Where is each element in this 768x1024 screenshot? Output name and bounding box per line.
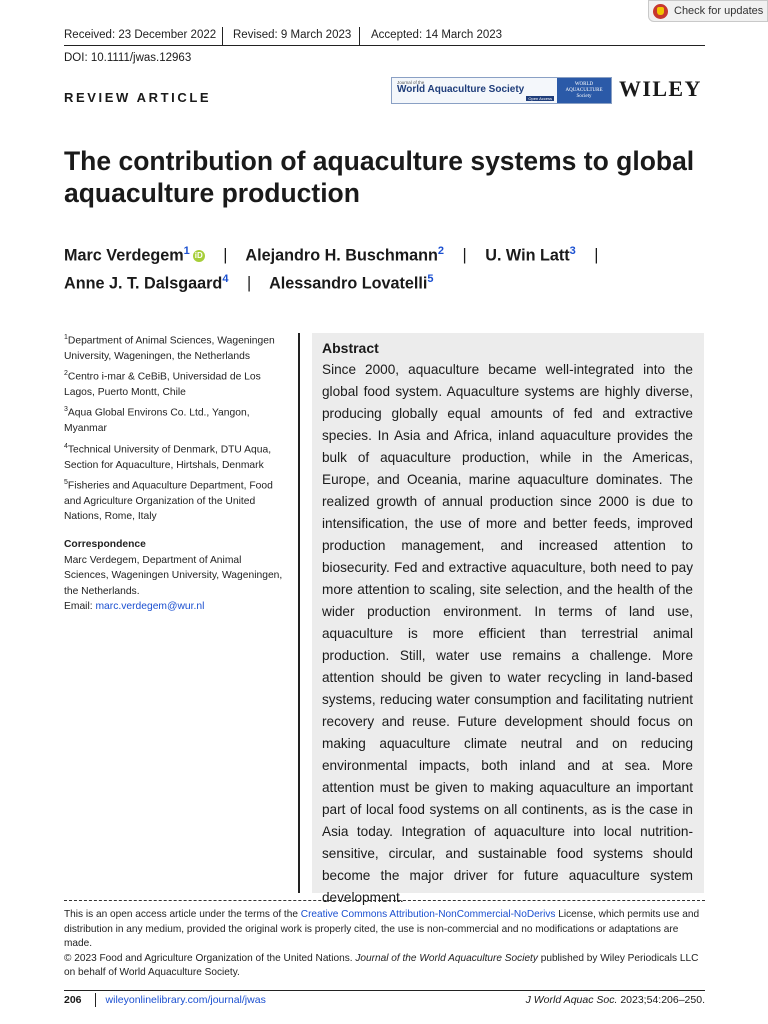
email-link[interactable]: marc.verdegem@wur.nl xyxy=(95,601,205,612)
accepted-date: Accepted: 14 March 2023 xyxy=(371,29,503,41)
abstract-text: Since 2000, aquaculture became well-integrated into the global food system. Aquaculture systems are highly diverse, producing globally equal amounts of fed and extractive species. In Asia and Africa, inland aquaculture provides the bulk of aquaculture production, while in the Americas, Europe, and Oceania, marine aquaculture dominates. The realized growth of annual production since 2000 is due to intensification, the use of more and better feeds, improved production management, and increased attention to biosecurity. Fed and extractive aquaculture, both need to pay more attention to scaling, site selection, and the health of the wider production environment. In terms of land use, aquaculture is more efficient than terrestrial animal production. Still, water use remains a challenge. More attention should be given to water recycling in land-based systems, reducing water consumption and facilitating nutrient recovery and reuse. Future development should focus on making aquaculture climate neutral and on reducing environmental impacts, both inland and at sea. More attention must be given to making aquaculture an important part of local food systems on all continents, as is the case in Asia today. Integration of aquaculture into local nutrition-sensitive, circular, and sustainable food systems should become the major driver for future aquaculture system development. xyxy=(322,362,693,905)
license-note: This is an open access article under the terms of the Creative Commons Attribution-NonCommercial-NoDerivs License, which permits use and distribution in any medium, provided the original work is properly cited, the use is non-commercial and no modifications or adaptations are made. © 2023 Food and Agriculture Organization of the United Nations. Journal of the World Aquaculture Society published by Wiley Periodicals LLC on behalf of World Aquaculture Society. xyxy=(64,908,705,981)
citation: J World Aquac Soc. 2023;54:206–250. xyxy=(525,994,705,1006)
article-type: REVIEW ARTICLE xyxy=(64,90,212,105)
orcid-icon[interactable]: iD xyxy=(194,251,203,261)
footer-rule xyxy=(64,990,705,991)
received-date: Received: 23 December 2022 xyxy=(64,29,217,41)
author-affiliation-marker[interactable]: 1 xyxy=(183,245,190,257)
affiliation-4: $^4$Technical University of Denmark, DTU Aqua, Section for Aquaculture, Hirtshals, Denmark xyxy=(64,443,272,471)
crossmark-icon xyxy=(653,4,668,19)
author-separator: | xyxy=(462,246,467,265)
author-affiliation-marker[interactable]: 2 xyxy=(437,245,445,257)
author-line-2 xyxy=(64,273,434,293)
history-divider xyxy=(222,27,223,45)
author-affiliation-marker[interactable]: 5 xyxy=(427,273,434,285)
abstract-heading: Abstract xyxy=(322,340,379,356)
email-label: Email: xyxy=(64,601,93,612)
page-footer xyxy=(64,993,705,1007)
abstract-rule xyxy=(298,333,300,893)
author-separator: | xyxy=(594,246,599,265)
correspondence xyxy=(64,537,286,615)
check-for-updates-button[interactable] xyxy=(648,0,768,22)
correspondence-heading: Correspondence xyxy=(64,539,146,550)
author-separator: | xyxy=(223,246,228,265)
author-name[interactable]: Alejandro H. Buschmann xyxy=(245,246,438,265)
page-number: 206 xyxy=(64,994,82,1006)
journal-name: World Aquaculture Society xyxy=(397,84,525,95)
author-name[interactable]: Marc Verdegem xyxy=(64,246,184,265)
author-line-1 xyxy=(64,245,612,265)
affiliation-5: $^5$Fisheries and Aquaculture Department, Food and Agriculture Organization of the United Nations, Rome, Italy xyxy=(64,479,273,523)
journal-url-link[interactable]: wileyonlinelibrary.com/journal/jwas xyxy=(105,994,266,1006)
author-affiliation-marker[interactable]: 4 xyxy=(222,273,229,285)
author-separator: | xyxy=(246,274,252,293)
author-name[interactable]: Alessandro Lovatelli xyxy=(269,274,428,293)
publisher-logo[interactable]: WILEY xyxy=(619,76,702,101)
license-link[interactable]: Creative Commons Attribution-NonCommercial-NoDerivs xyxy=(300,909,556,920)
affiliation-3: $^3$Aqua Global Environs Co. Ltd., Yangon, Myanmar xyxy=(64,406,250,434)
footer-divider xyxy=(95,993,96,1007)
copyright-note: © 2023 Food and Agriculture Organization of the United Nations. Journal of the World Aquaculture Society published by Wiley Periodicals LLC on behalf of World Aquaculture Society. xyxy=(64,952,699,978)
correspondence-address: Marc Verdegem, Department of Animal Sciences, Wageningen University, Wageningen, the Netherlands. xyxy=(64,554,283,597)
footnote-divider xyxy=(64,900,705,901)
journal-prefix: Journal of the xyxy=(397,80,425,85)
header-rule xyxy=(64,45,705,46)
society-logo: WORLD AQUACULTURE Society xyxy=(557,78,611,103)
author-affiliation-marker[interactable]: 3 xyxy=(569,245,576,257)
journal-banner[interactable] xyxy=(391,77,612,104)
open-access-badge: Open Access xyxy=(528,96,552,101)
doi[interactable]: DOI: 10.1111/jwas.12963 xyxy=(64,52,192,64)
author-name[interactable]: Anne J. T. Dalsgaard xyxy=(64,274,223,293)
check-for-updates-label: Check for updates xyxy=(674,5,764,17)
revised-date: Revised: 9 March 2023 xyxy=(233,29,352,41)
article-title: The contribution of aquaculture systems to global aquaculture production xyxy=(64,146,695,208)
affiliation-1: $^1$Department of Animal Sciences, Wageningen University, Wageningen, the Netherlands xyxy=(64,334,275,362)
author-name[interactable]: U. Win Latt xyxy=(485,246,570,265)
history-divider xyxy=(359,27,360,45)
affiliation-2: $^2$Centro i-mar & CeBiB, Universidad de Los Lagos, Puerto Montt, Chile xyxy=(64,370,261,398)
